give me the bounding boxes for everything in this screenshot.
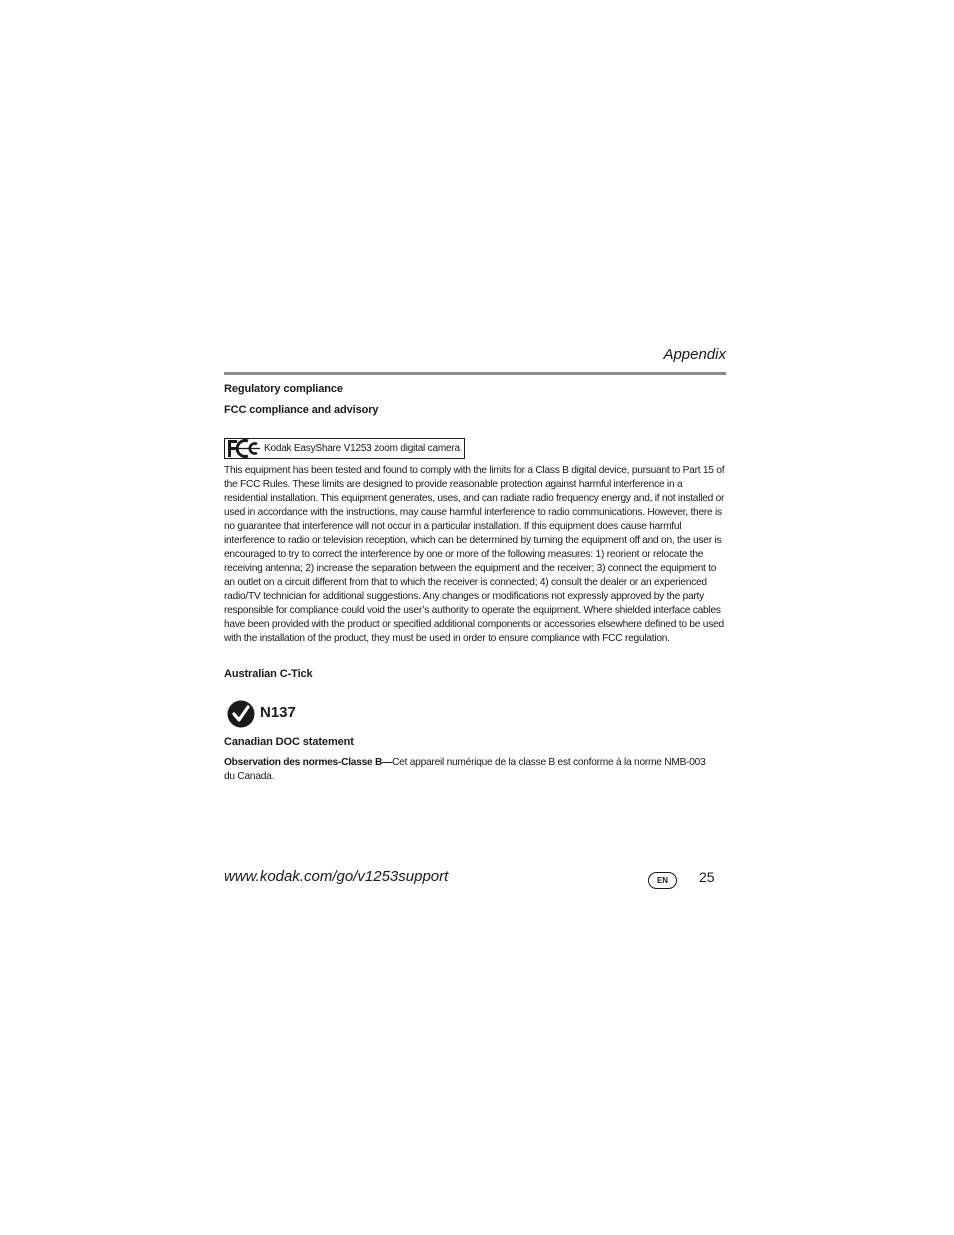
regulatory-heading: Regulatory compliance <box>224 383 343 395</box>
document-page <box>224 0 726 1235</box>
page-number: 25 <box>699 869 715 885</box>
fcc-heading: FCC compliance and advisory <box>224 404 379 416</box>
canada-body: Cet appareil numérique de la classe B est conforme à la norme NMB-003 du Canada. <box>224 757 706 782</box>
c-tick-icon <box>227 700 255 728</box>
ctick-heading: Australian C-Tick <box>224 668 313 680</box>
support-url: www.kodak.com/go/v1253support <box>224 868 449 885</box>
fcc-logo-icon <box>227 439 261 458</box>
header-rule <box>224 372 726 375</box>
canada-paragraph <box>224 756 714 784</box>
ctick-mark <box>227 700 296 728</box>
language-badge: EN <box>648 872 677 889</box>
fcc-label-text: Kodak EasyShare V1253 zoom digital camera <box>264 443 460 454</box>
fcc-label-box <box>224 438 465 459</box>
canada-lead: Observation des normes-Classe B— <box>224 757 393 768</box>
fcc-body-paragraph: This equipment has been tested and found to comply with the limits for a Class B digital device, pursuant to Part 15 of the FCC Rules. These limits are designed to provide reasonable protection against harmful interference in a residential installation. This equipment generates, uses, and can radiate radio frequency energy and, if not installed or used in accordance with the instructions, may cause harmful interference to radio communications. However, there is no guarantee that interference will not occur in a particular installation. If this equipment does cause harmful interference to radio or television reception, which can be determined by turning the equipment off and on, the user is encouraged to try to correct the interference by one or more of the following measures: 1) reorient or relocate the receiving antenna; 2) increase the separation between the equipment and the receiver; 3) connect the equipment to an outlet on a circuit different from that to which the receiver is connected; 4) consult the dealer or an experienced radio/TV technician for additional suggestions. Any changes or modifications not expressly approved by the party responsible for compliance could void the user’s authority to operate the equipment. Where shielded interface cables have been provided with the product or specified additional components or accessories elsewhere defined to be used with the installation of the product, they must be used in order to ensure compliance with FCC regulation. <box>224 465 725 644</box>
ctick-code: N137 <box>260 703 296 721</box>
canada-heading: Canadian DOC statement <box>224 736 354 748</box>
section-title: Appendix <box>663 346 726 363</box>
